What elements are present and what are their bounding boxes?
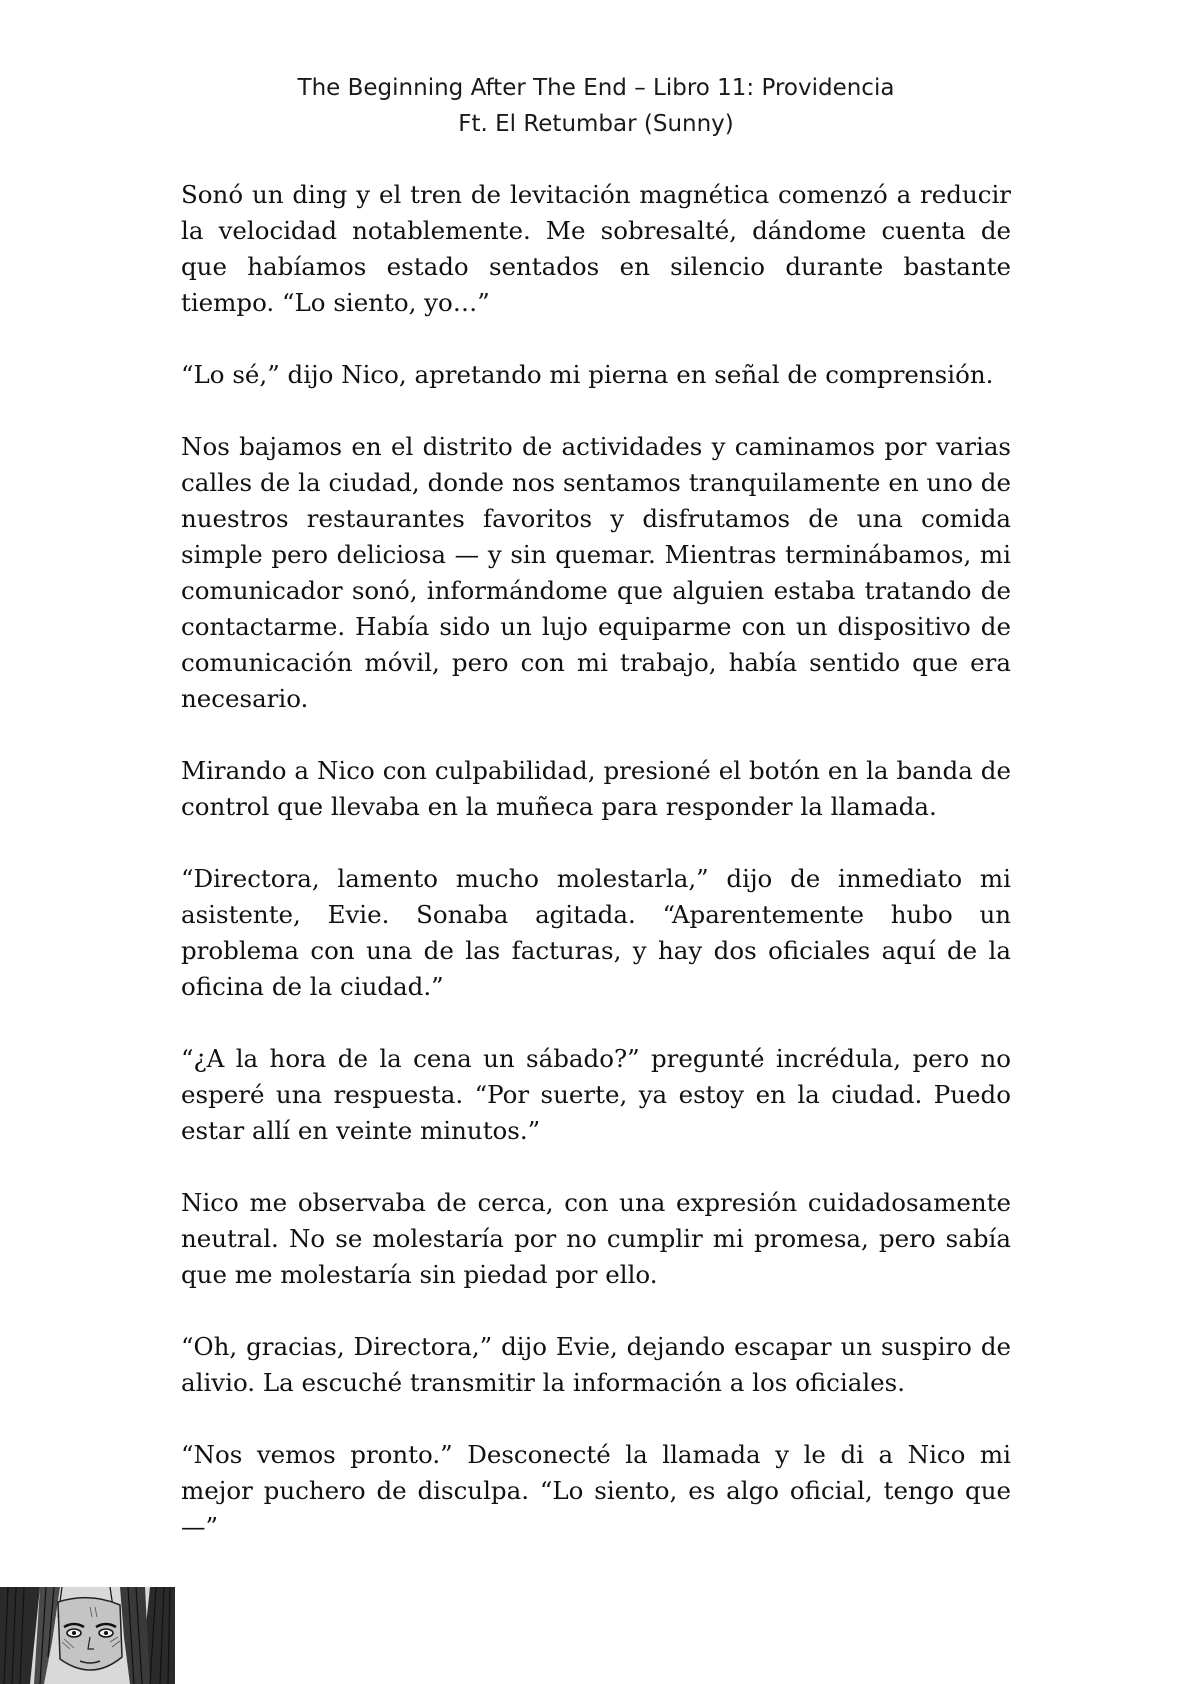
manga-character-face-illustration-icon: [0, 1587, 175, 1684]
header-subtitle: Ft. El Retumbar (Sunny): [458, 111, 734, 137]
paragraph: Nos bajamos en el distrito de actividades y caminamos por varias calles de la ciudad, donde nos sentamos tranquilamente en uno de nuestros restaurantes favoritos y disfrutamos de una comida simple pero deliciosa — y sin quemar. Mientras terminábamos, mi comunicador sonó, informándome que alguien estaba tratando de contactarme. Había sido un lujo equiparme con un dispositivo de comunicación móvil, pero con mi trabajo, había sentido que era necesario.: [181, 432, 1011, 713]
paragraph: “Directora, lamento mucho molestarla,” dijo de inmediato mi asistente, Evie. Sonaba agitada. “Aparentemente hubo un problema con una de las facturas, y hay dos oficiales aquí de la oficina de la ciudad.”: [181, 864, 1011, 1001]
paragraph: “Nos vemos pronto.” Desconecté la llamada y le di a Nico mi mejor puchero de disculpa. “Lo siento, es algo oficial, tengo que—”: [181, 1440, 1011, 1541]
paragraph: Mirando a Nico con culpabilidad, presioné el botón en la banda de control que llevaba en la muñeca para responder la llamada.: [181, 756, 1011, 821]
paragraph: Sonó un ding y el tren de levitación magnética comenzó a reducir la velocidad notablemente. Me sobresalté, dándome cuenta de que habíamos estado sentados en silencio durante bastante tiempo. “Lo siento, yo…”: [181, 180, 1011, 317]
paragraph: Nico me observaba de cerca, con una expresión cuidadosamente neutral. No se molestaría por no cumplir mi promesa, pero sabía que me molestaría sin piedad por ello.: [181, 1188, 1011, 1289]
paragraph: “Oh, gracias, Directora,” dijo Evie, dejando escapar un suspiro de alivio. La escuché transmitir la información a los oficiales.: [181, 1332, 1011, 1397]
body-text: [181, 177, 1011, 1581]
page-header: [0, 70, 1192, 142]
header-title: The Beginning After The End – Libro 11: Providencia: [297, 75, 895, 101]
paragraph: “Lo sé,” dijo Nico, apretando mi pierna en señal de comprensión.: [181, 360, 994, 389]
paragraph: “¿A la hora de la cena un sábado?” pregunté incrédula, pero no esperé una respuesta. “Por suerte, ya estoy en la ciudad. Puedo estar allí en veinte minutos.”: [181, 1044, 1011, 1145]
